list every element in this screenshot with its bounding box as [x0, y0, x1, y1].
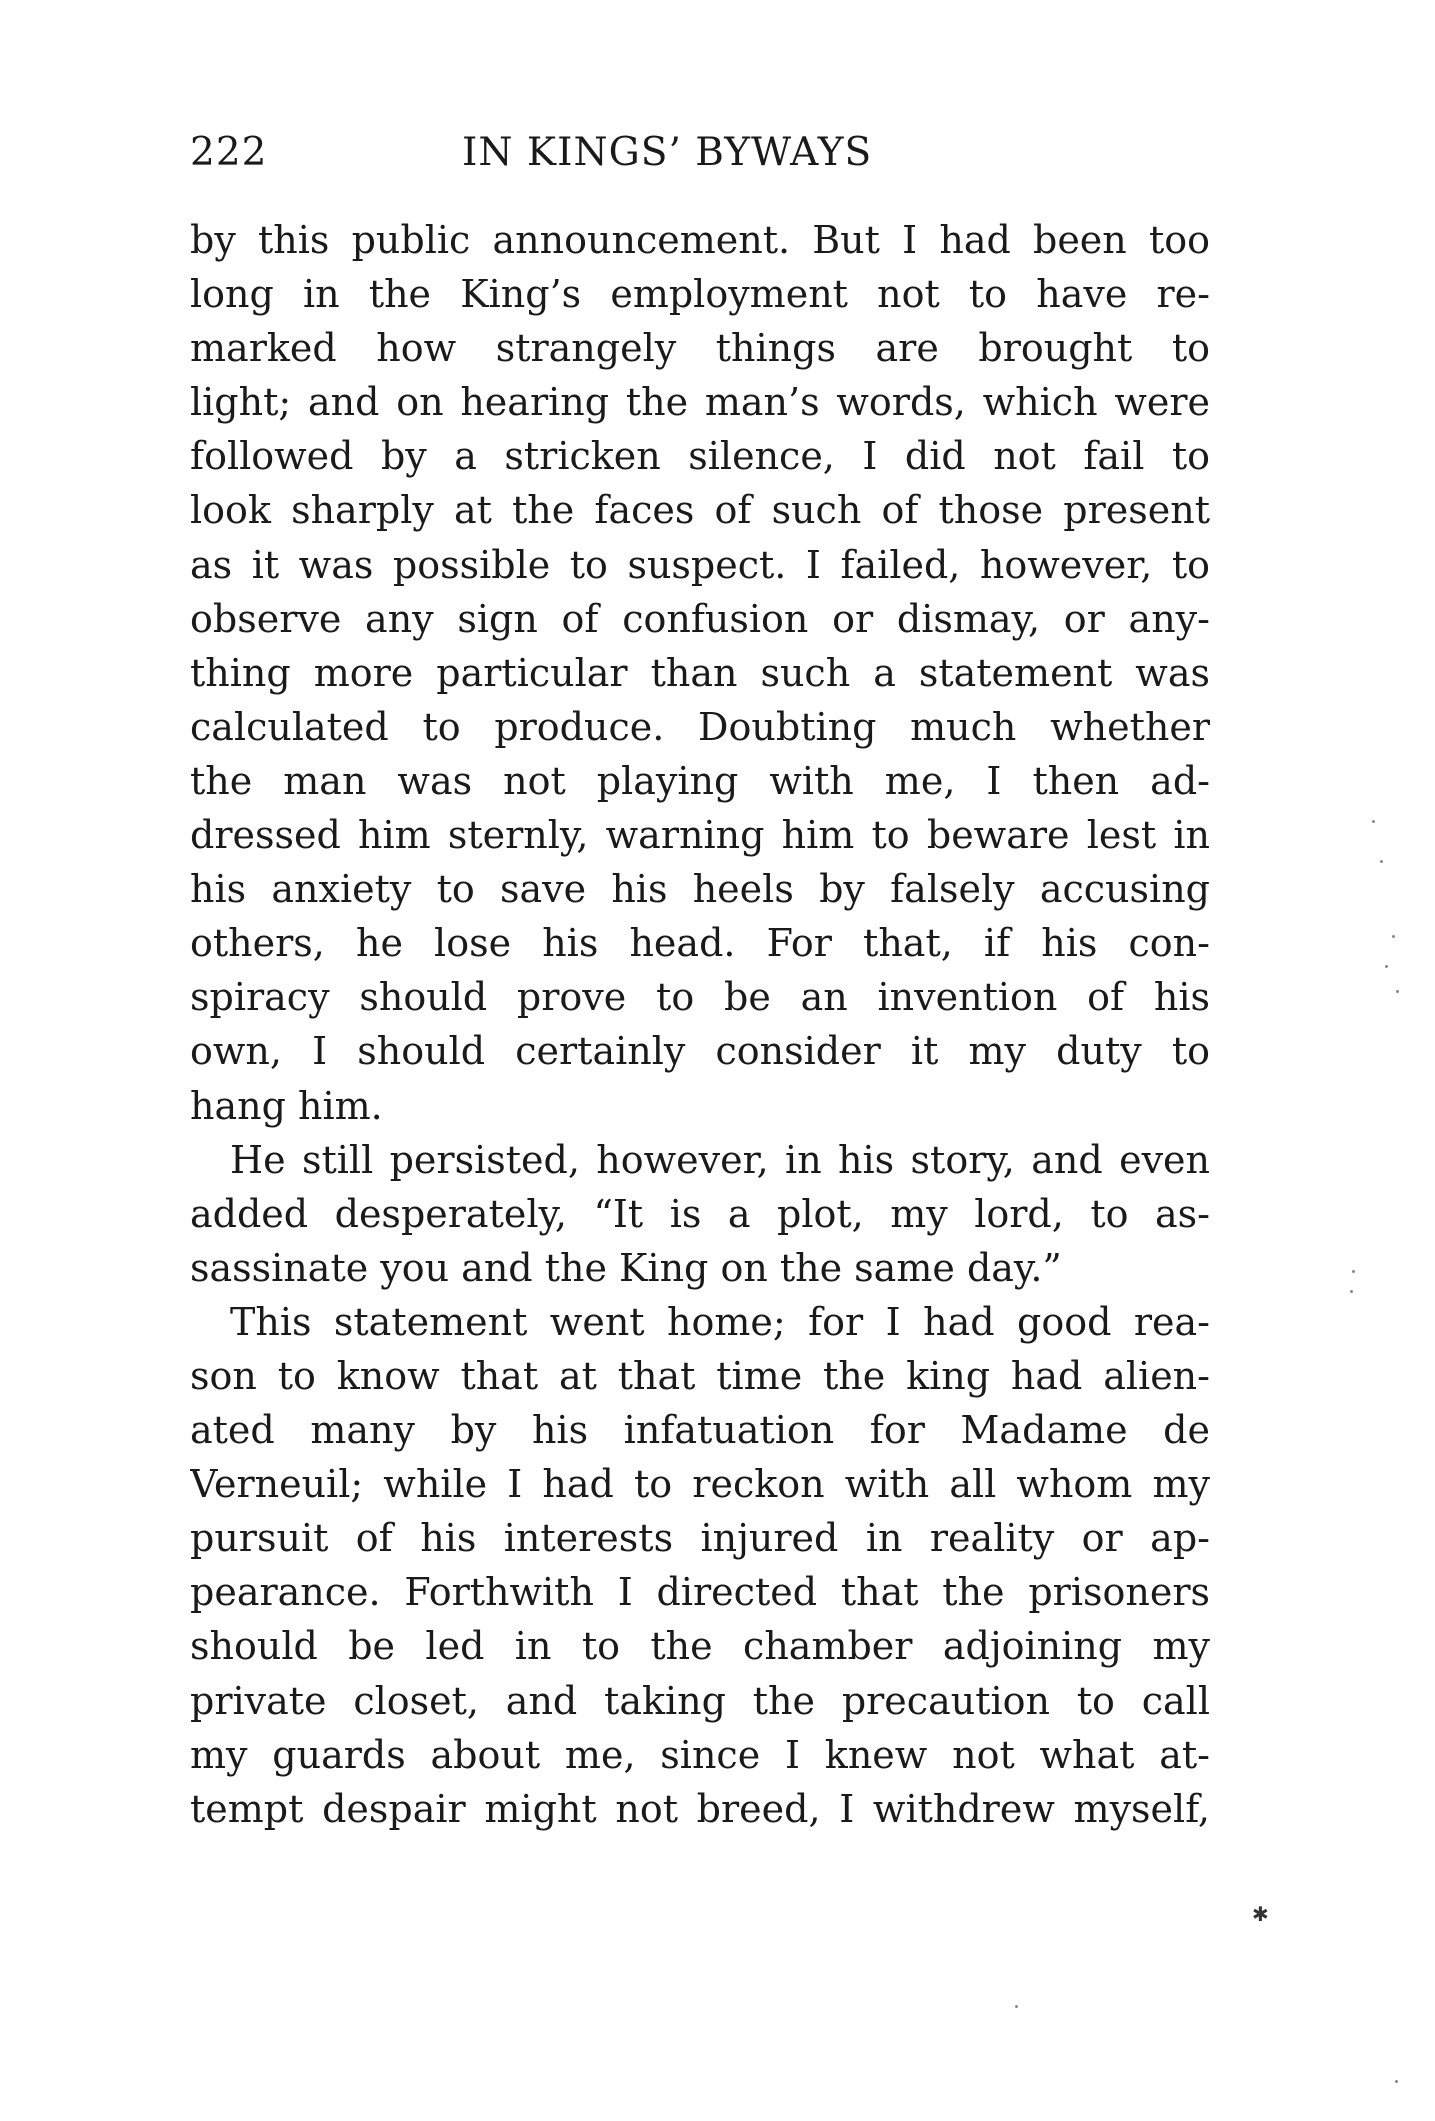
scan-speck: [1392, 935, 1395, 938]
text-line: sassinate you and the King on the same day.”: [190, 1245, 1062, 1290]
text-line: private closet, and taking the precaution to call: [190, 1678, 1210, 1723]
text-line: others, he lose his head. For that, if his con-: [190, 921, 1210, 966]
text-line: tempt despair might not breed, I withdrew myself,: [190, 1786, 1210, 1831]
text-line: followed by a stricken silence, I did not fail to: [190, 434, 1210, 479]
page-header: [190, 130, 1210, 190]
body-text: [190, 213, 1210, 1836]
text-line: added desperately, “It is a plot, my lord, to as-: [190, 1191, 1210, 1236]
text-line: pursuit of his interests injured in reality or ap-: [190, 1516, 1210, 1561]
text-line: marked how strangely things are brought to: [190, 326, 1210, 371]
scan-speck: [1395, 2080, 1398, 2083]
text-line: hang him.: [190, 1083, 383, 1128]
text-line: light; and on hearing the man’s words, which were: [190, 380, 1210, 425]
text-line: own, I should certainly consider it my duty to: [190, 1029, 1210, 1074]
text-line: This statement went home; for I had good rea-: [230, 1299, 1210, 1344]
text-line: look sharply at the faces of such of those present: [190, 488, 1210, 533]
text-line: my guards about me, since I knew not what at-: [190, 1732, 1210, 1777]
scan-speck: [1380, 860, 1383, 863]
text-line: son to know that at that time the king had alien-: [190, 1353, 1210, 1398]
scan-speck: [1352, 1270, 1355, 1273]
text-line: dressed him sternly, warning him to beware lest in: [190, 813, 1210, 858]
scan-speck: [1372, 820, 1375, 823]
text-line: calculated to produce. Doubting much whether: [190, 704, 1210, 749]
text-line: his anxiety to save his heels by falsely accusing: [190, 867, 1210, 912]
ink-blot-icon: ✱: [1252, 1902, 1269, 1926]
text-line: as it was possible to suspect. I failed, however, to: [190, 542, 1210, 587]
text-line: long in the King’s employment not to have re-: [190, 272, 1210, 317]
text-line: Verneuil; while I had to reckon with all whom my: [190, 1462, 1210, 1507]
text-line: pearance. Forthwith I directed that the prisoners: [190, 1570, 1210, 1615]
scan-speck: [1396, 990, 1399, 993]
scan-speck: [1350, 1290, 1353, 1293]
text-line: thing more particular than such a statement was: [190, 650, 1210, 695]
scan-speck: [1385, 965, 1388, 968]
running-title: IN KINGS’ BYWAYS: [462, 130, 873, 175]
text-line: spiracy should prove to be an invention of his: [190, 975, 1210, 1020]
text-line: by this public announcement. But I had been too: [190, 218, 1210, 262]
page-number: 222: [190, 130, 268, 175]
scan-speck: [1015, 2005, 1018, 2008]
text-line: ated many by his infatuation for Madame de: [190, 1408, 1210, 1453]
text-line: should be led in to the chamber adjoining my: [190, 1624, 1210, 1669]
text-line: the man was not playing with me, I then ad-: [190, 758, 1210, 803]
text-line: He still persisted, however, in his story, and even: [230, 1137, 1210, 1182]
text-line: observe any sign of confusion or dismay, or any-: [190, 596, 1210, 641]
